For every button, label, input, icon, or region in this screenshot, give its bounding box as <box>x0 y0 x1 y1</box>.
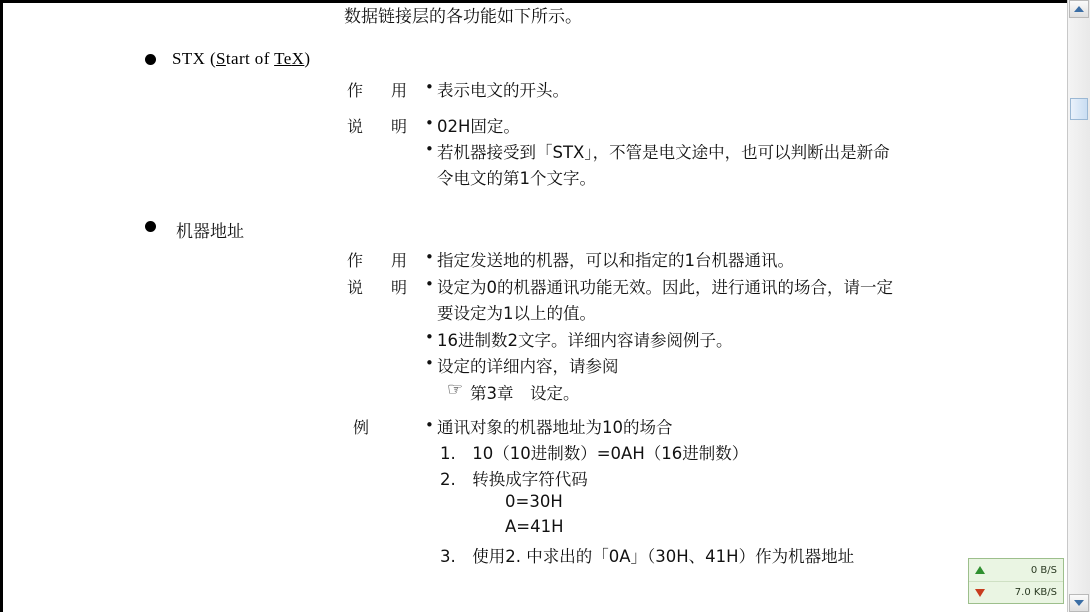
bullet-mark-icon: • <box>425 248 434 266</box>
row-label-desc-1: 说 明 <box>347 117 414 136</box>
example-item-3: 0=30H <box>505 492 563 511</box>
intro-line: 数据链接层的各功能如下所示。 <box>344 7 582 27</box>
row-label-usage-1: 作 用 <box>347 81 414 100</box>
stx-underline-x: X <box>291 49 305 68</box>
scrollbar-track[interactable] <box>1068 0 1090 612</box>
pointing-hand-icon: ☞ <box>447 379 464 400</box>
section-bullet-icon <box>145 221 156 232</box>
download-speed-value: 7.0 KB/S <box>1014 587 1057 598</box>
section-heading-stx <box>172 49 310 69</box>
stx-underline-t: Te <box>274 49 292 68</box>
example-item-0: 通讯对象的机器地址为10的场合 <box>437 418 673 437</box>
row-label-desc-2: 说 明 <box>347 278 414 297</box>
example-item-1: 1. 10（10进制数）=0AH（16进制数） <box>440 444 749 463</box>
scroll-down-button[interactable] <box>1069 594 1089 612</box>
page-left-edge <box>0 0 3 612</box>
cross-reference-chapter3: 第3章 设定。 <box>470 384 580 403</box>
bullet-mark-icon: • <box>425 354 434 372</box>
scroll-up-arrow-icon <box>1074 6 1084 12</box>
desc-item-2-1-cont: 要设定为1以上的值。 <box>437 304 596 323</box>
scroll-down-arrow-icon <box>1074 600 1084 606</box>
stx-prefix: STX ( <box>172 49 217 68</box>
bullet-mark-icon: • <box>425 416 434 434</box>
row-label-usage-2: 作 用 <box>347 251 414 270</box>
desc-item-1-2: 若机器接受到「STX」，不管是电文途中，也可以判断出是新命 <box>437 143 890 162</box>
section-heading-address: 机器地址 <box>176 222 244 242</box>
desc-item-2-3: 设定的详细内容，请参阅 <box>437 357 619 376</box>
example-item-2: 2. 转换成字符代码 <box>440 470 588 489</box>
stx-underline-s: S <box>216 49 226 68</box>
bullet-mark-icon: • <box>425 328 434 346</box>
section-bullet-icon <box>145 54 156 65</box>
scroll-up-button[interactable] <box>1069 0 1089 18</box>
desc-item-1-1: 02H固定。 <box>437 117 520 136</box>
usage-item-2: 指定发送地的机器，可以和指定的1台机器通讯。 <box>437 251 794 270</box>
desc-item-2-2: 16进制数2文字。详细内容请参阅例子。 <box>437 331 733 350</box>
bullet-mark-icon: • <box>425 114 434 132</box>
download-arrow-icon <box>975 589 985 597</box>
network-speed-widget[interactable] <box>968 558 1064 604</box>
example-item-4: A=41H <box>505 517 564 536</box>
bullet-mark-icon: • <box>425 78 434 96</box>
bullet-mark-icon: • <box>425 140 434 158</box>
desc-item-1-2-cont: 令电文的第1个文字。 <box>437 169 596 188</box>
upload-speed-row <box>969 559 1063 581</box>
upload-speed-value: 0 B/S <box>1030 564 1057 576</box>
stx-mid: tart of <box>225 49 275 68</box>
usage-item-1: 表示电文的开头。 <box>437 81 569 100</box>
row-label-example: 例 <box>353 418 370 437</box>
vertical-scrollbar[interactable] <box>1067 0 1090 612</box>
upload-arrow-icon <box>975 566 985 574</box>
stx-suffix: ) <box>304 49 311 68</box>
desc-item-2-1: 设定为0的机器通讯功能无效。因此，进行通讯的场合，请一定 <box>437 278 893 297</box>
download-speed-row <box>969 581 1063 603</box>
bullet-mark-icon: • <box>425 275 434 293</box>
example-item-5: 3. 使用2. 中求出的「0A」（30H、41H）作为机器地址 <box>440 547 855 566</box>
scrollbar-thumb[interactable] <box>1070 98 1088 120</box>
